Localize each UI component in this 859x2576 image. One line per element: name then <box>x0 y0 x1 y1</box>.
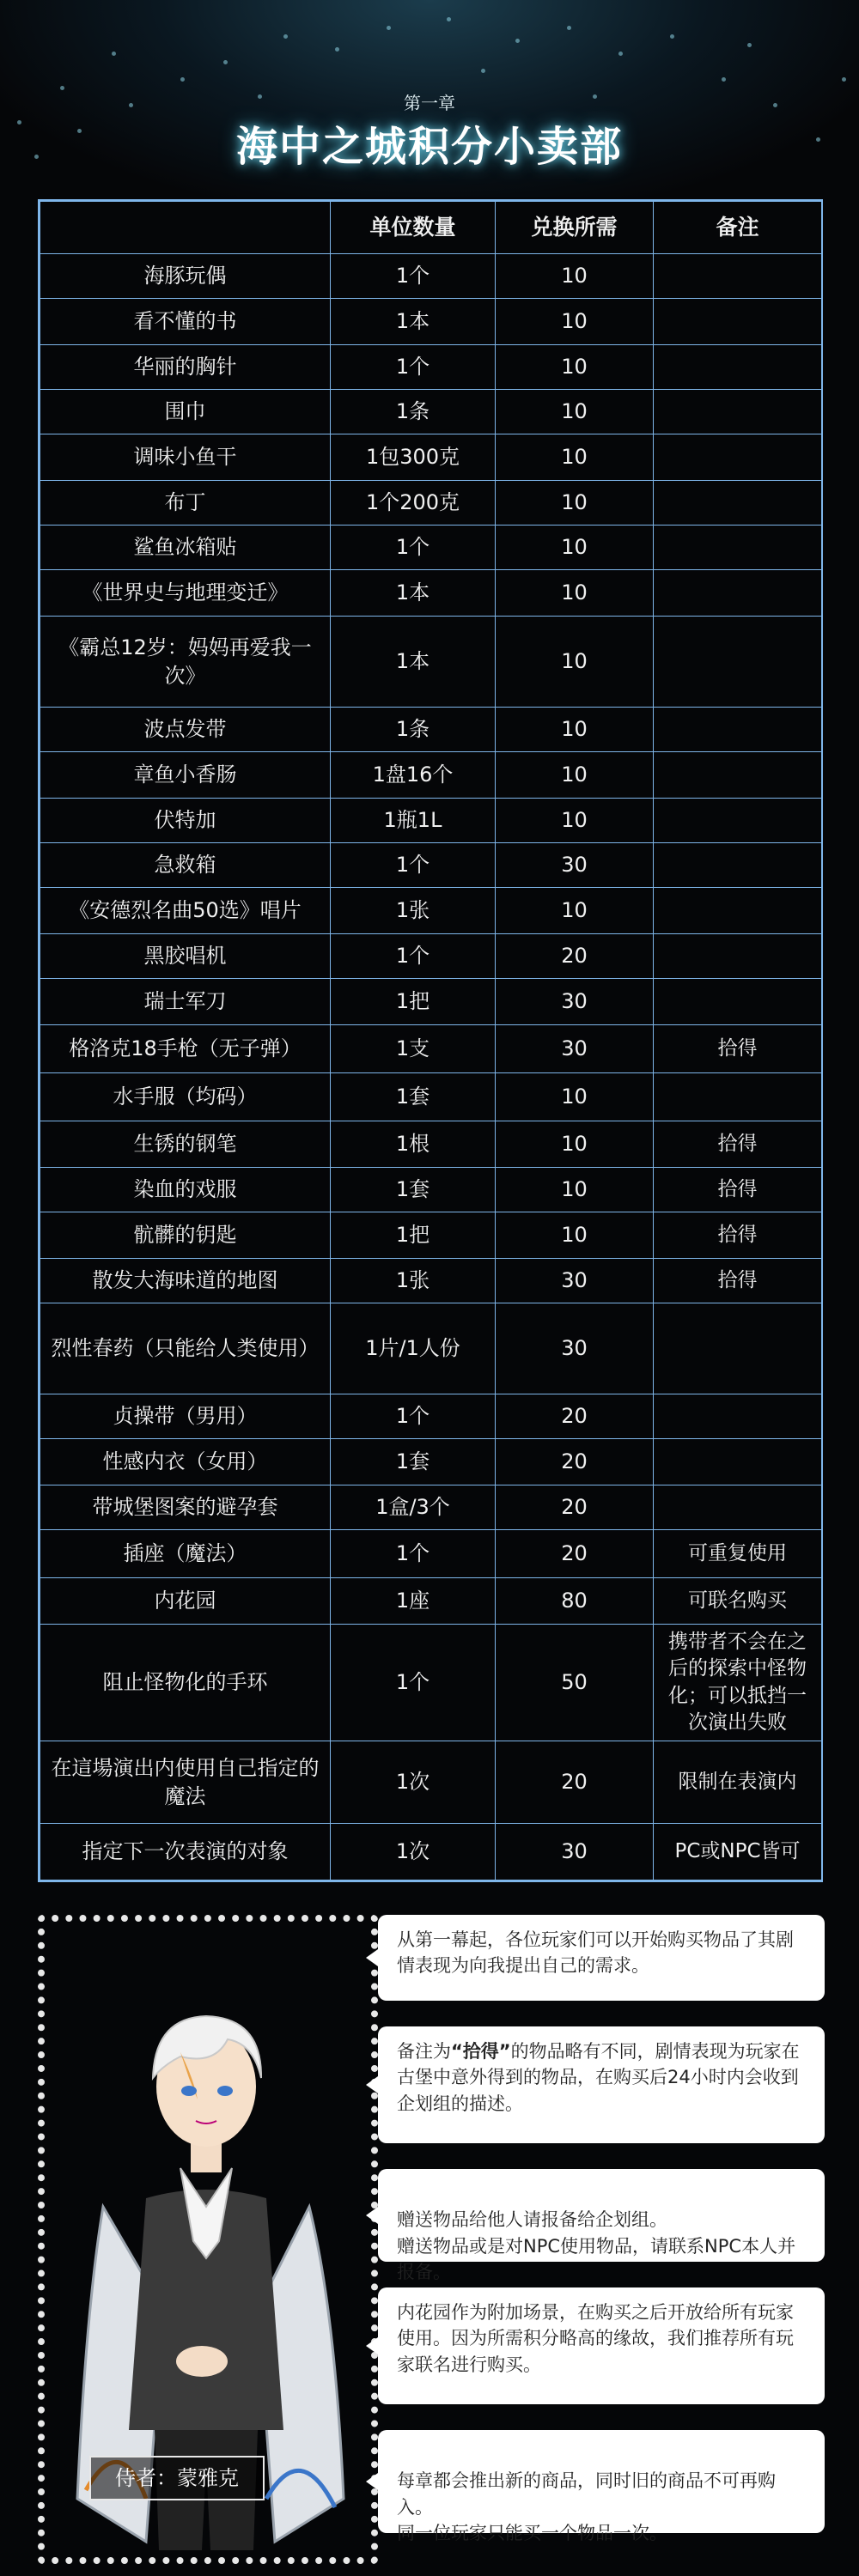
table-row <box>40 799 822 843</box>
cell-cost: 10 <box>496 1212 654 1259</box>
cell-note <box>654 752 822 799</box>
cell-note <box>654 299 822 345</box>
sparkle-dot <box>842 77 846 82</box>
cell-cost: 10 <box>496 254 654 299</box>
cell-unit: 1张 <box>331 888 496 934</box>
cell-item: 内花园 <box>40 1578 331 1625</box>
cell-cost: 20 <box>496 1741 654 1824</box>
cell-cost: 20 <box>496 1530 654 1578</box>
cell-cost: 10 <box>496 888 654 934</box>
cell-unit: 1个 <box>331 526 496 570</box>
cell-unit: 1个 <box>331 1394 496 1439</box>
cell-note: PC或NPC皆可 <box>654 1824 822 1880</box>
cell-note <box>654 390 822 434</box>
cell-cost: 10 <box>496 570 654 617</box>
cell-unit: 1套 <box>331 1168 496 1212</box>
cell-item: 华丽的胸针 <box>40 345 331 390</box>
cell-cost: 10 <box>496 617 654 708</box>
chapter-label: 第一章 <box>404 93 455 113</box>
cell-cost: 10 <box>496 434 654 481</box>
cell-item: 性感内衣（女用） <box>40 1439 331 1485</box>
sparkle-dot <box>180 77 185 82</box>
info-bubble-1 <box>378 1915 825 2001</box>
table-row <box>40 1121 822 1168</box>
cell-note <box>654 526 822 570</box>
cell-note: 拾得 <box>654 1025 822 1073</box>
cell-cost: 10 <box>496 799 654 843</box>
sparkle-dot <box>112 52 116 56</box>
cell-item: 在這場演出内使用自己指定的魔法 <box>40 1741 331 1824</box>
cell-unit: 1次 <box>331 1824 496 1880</box>
table-row <box>40 345 822 390</box>
cell-item: 黑胶唱机 <box>40 934 331 979</box>
table-row <box>40 481 822 526</box>
table-row <box>40 434 822 481</box>
cell-cost: 30 <box>496 1259 654 1303</box>
cell-note <box>654 1439 822 1485</box>
cell-note <box>654 799 822 843</box>
table-row <box>40 526 822 570</box>
cell-unit: 1个 <box>331 934 496 979</box>
table-row <box>40 934 822 979</box>
cell-item: 阻止怪物化的手环 <box>40 1625 331 1741</box>
table-row <box>40 1303 822 1394</box>
cell-item: 《世界史与地理变迁》 <box>40 570 331 617</box>
cell-item: 海豚玩偶 <box>40 254 331 299</box>
cell-cost: 10 <box>496 708 654 752</box>
cell-item: 指定下一次表演的对象 <box>40 1824 331 1880</box>
cell-unit: 1个200克 <box>331 481 496 526</box>
cell-unit: 1根 <box>331 1121 496 1168</box>
cell-item: 带城堡图案的避孕套 <box>40 1485 331 1530</box>
cell-cost: 30 <box>496 979 654 1025</box>
cell-unit: 1片/1人份 <box>331 1303 496 1394</box>
table-row <box>40 390 822 434</box>
sparkle-dot <box>387 26 391 30</box>
table-row <box>40 254 822 299</box>
cell-unit: 1本 <box>331 570 496 617</box>
sparkle-dot <box>335 47 339 52</box>
header-note: 备注 <box>654 202 822 254</box>
cell-unit: 1个 <box>331 1625 496 1741</box>
header-item <box>40 202 331 254</box>
header-cost: 兑换所需 <box>496 202 654 254</box>
cell-cost: 50 <box>496 1625 654 1741</box>
sparkle-dot <box>747 43 752 47</box>
table-row <box>40 708 822 752</box>
sparkle-dot <box>618 52 623 56</box>
sparkle-dot <box>283 34 288 39</box>
cell-note: 携带者不会在之后的探索中怪物化；可以抵挡一次演出失败 <box>654 1625 822 1741</box>
cell-cost: 10 <box>496 752 654 799</box>
table-row <box>40 1259 822 1303</box>
header-unit: 单位数量 <box>331 202 496 254</box>
cell-cost: 30 <box>496 1824 654 1880</box>
sparkle-dot <box>670 34 674 39</box>
table-row <box>40 1578 822 1625</box>
cell-note <box>654 843 822 888</box>
cell-item: 生锈的钢笔 <box>40 1121 331 1168</box>
cell-item: 看不懂的书 <box>40 299 331 345</box>
cell-cost: 30 <box>496 843 654 888</box>
cell-item: 贞操带（男用） <box>40 1394 331 1439</box>
cell-item: 波点发带 <box>40 708 331 752</box>
bubble-text: 赠送物品给他人请报备给企划组。 赠送物品或是对NPC使用物品，请联系NPC本人并报备。 <box>397 2209 796 2283</box>
table-header-row <box>40 202 822 254</box>
bubble-text: 的物品略有不同，剧情表现为玩家在古堡中意外得到的物品，在购买后24小时内会收到企划组的描述。 <box>397 2041 800 2114</box>
cell-cost: 10 <box>496 1073 654 1121</box>
sparkle-dot <box>447 17 451 21</box>
cell-cost: 10 <box>496 1121 654 1168</box>
cell-unit: 1支 <box>331 1025 496 1073</box>
cell-cost: 20 <box>496 1439 654 1485</box>
shop-table <box>38 199 823 1882</box>
cell-unit: 1套 <box>331 1073 496 1121</box>
cell-item: 骯髒的钥匙 <box>40 1212 331 1259</box>
cell-unit: 1本 <box>331 299 496 345</box>
cell-note <box>654 570 822 617</box>
table-row <box>40 1212 822 1259</box>
sparkle-dot <box>515 39 520 43</box>
cell-item: 《霸总12岁：妈妈再爱我一次》 <box>40 617 331 708</box>
cell-item: 烈性春药（只能给人类使用） <box>40 1303 331 1394</box>
cell-cost: 10 <box>496 345 654 390</box>
bubble-text: 备注为 <box>397 2041 451 2062</box>
cell-note <box>654 934 822 979</box>
cell-note: 限制在表演内 <box>654 1741 822 1824</box>
cell-cost: 10 <box>496 526 654 570</box>
cell-note <box>654 979 822 1025</box>
cell-cost: 10 <box>496 481 654 526</box>
table-row <box>40 1741 822 1824</box>
sparkle-dot <box>481 69 485 73</box>
hero-banner <box>0 0 859 197</box>
table-row <box>40 570 822 617</box>
cell-note <box>654 617 822 708</box>
table-row <box>40 617 822 708</box>
cell-unit: 1个 <box>331 254 496 299</box>
cell-unit: 1套 <box>331 1439 496 1485</box>
cell-note <box>654 1303 822 1394</box>
cell-cost: 10 <box>496 1168 654 1212</box>
cell-item: 水手服（均码） <box>40 1073 331 1121</box>
cell-note: 可重复使用 <box>654 1530 822 1578</box>
cell-note <box>654 254 822 299</box>
table-row <box>40 1530 822 1578</box>
table-row <box>40 1625 822 1741</box>
bubble-text: 内花园作为附加场景，在购买之后开放给所有玩家使用。因为所需积分略高的缘故，我们推荐所有玩家联名进行购买。 <box>397 2302 794 2375</box>
cell-item: 瑞士军刀 <box>40 979 331 1025</box>
cell-note <box>654 1394 822 1439</box>
bubble-text: 每章都会推出新的商品，同时旧的商品不可再购入。 同一位玩家只能买一个物品一次。 <box>397 2470 776 2544</box>
cell-note <box>654 1073 822 1121</box>
table-body <box>40 254 822 1880</box>
table-row <box>40 979 822 1025</box>
cell-item: 散发大海味道的地图 <box>40 1259 331 1303</box>
cell-cost: 20 <box>496 934 654 979</box>
table-row <box>40 1439 822 1485</box>
cell-unit: 1盘16个 <box>331 752 496 799</box>
page-title: 海中之城积分小卖部 <box>235 123 623 171</box>
cell-note: 拾得 <box>654 1121 822 1168</box>
cell-cost: 30 <box>496 1303 654 1394</box>
cell-note <box>654 481 822 526</box>
cell-item: 伏特加 <box>40 799 331 843</box>
cell-note <box>654 1485 822 1530</box>
cell-unit: 1瓶1L <box>331 799 496 843</box>
cell-unit: 1张 <box>331 1259 496 1303</box>
cell-unit: 1个 <box>331 345 496 390</box>
cell-cost: 30 <box>496 1025 654 1073</box>
cell-unit: 1个 <box>331 843 496 888</box>
cell-item: 围巾 <box>40 390 331 434</box>
cell-cost: 80 <box>496 1578 654 1625</box>
cell-cost: 20 <box>496 1485 654 1530</box>
cell-item: 章鱼小香肠 <box>40 752 331 799</box>
cell-note <box>654 434 822 481</box>
cell-item: 《安德烈名曲50选》唱片 <box>40 888 331 934</box>
cell-cost: 20 <box>496 1394 654 1439</box>
cell-unit: 1包300克 <box>331 434 496 481</box>
table-row <box>40 1824 822 1880</box>
cell-note: 拾得 <box>654 1168 822 1212</box>
cell-note: 拾得 <box>654 1212 822 1259</box>
bubble-emphasis: “拾得” <box>451 2041 511 2062</box>
cell-note: 拾得 <box>654 1259 822 1303</box>
cell-item: 插座（魔法） <box>40 1530 331 1578</box>
cell-note <box>654 888 822 934</box>
cell-unit: 1次 <box>331 1741 496 1824</box>
cell-item: 布丁 <box>40 481 331 526</box>
cell-unit: 1把 <box>331 979 496 1025</box>
cell-unit: 1盒/3个 <box>331 1485 496 1530</box>
cell-item: 染血的戏服 <box>40 1168 331 1212</box>
cell-cost: 10 <box>496 299 654 345</box>
sparkle-dot <box>567 26 571 30</box>
cell-item: 鲨鱼冰箱贴 <box>40 526 331 570</box>
cell-unit: 1条 <box>331 708 496 752</box>
cell-item: 格洛克18手枪（无子弹） <box>40 1025 331 1073</box>
table-row <box>40 1025 822 1073</box>
info-bubble-3 <box>378 2169 825 2283</box>
info-bubble-2 <box>378 2026 825 2143</box>
cell-unit: 1座 <box>331 1578 496 1625</box>
cell-cost: 10 <box>496 390 654 434</box>
cell-note <box>654 345 822 390</box>
info-bubble-4 <box>378 2287 825 2404</box>
table-row <box>40 888 822 934</box>
cell-item: 调味小鱼干 <box>40 434 331 481</box>
info-bubble-5 <box>378 2430 825 2544</box>
table-row <box>40 1168 822 1212</box>
cell-unit: 1个 <box>331 1530 496 1578</box>
table-row <box>40 843 822 888</box>
info-section <box>0 1889 859 2576</box>
cell-note <box>654 708 822 752</box>
sparkle-dot <box>223 60 228 64</box>
table-row <box>40 1073 822 1121</box>
cell-unit: 1把 <box>331 1212 496 1259</box>
table-row <box>40 1394 822 1439</box>
cell-unit: 1本 <box>331 617 496 708</box>
sparkle-dot <box>722 77 726 82</box>
cell-unit: 1条 <box>331 390 496 434</box>
table-row <box>40 752 822 799</box>
bubble-text: 从第一幕起，各位玩家们可以开始购买物品了其剧情表现为向我提出自己的需求。 <box>397 1929 794 1977</box>
cell-item: 急救箱 <box>40 843 331 888</box>
table-row <box>40 1485 822 1530</box>
table-row <box>40 299 822 345</box>
cell-note: 可联名购买 <box>654 1578 822 1625</box>
character-caption: 侍者：蒙雅克 <box>89 2456 265 2500</box>
